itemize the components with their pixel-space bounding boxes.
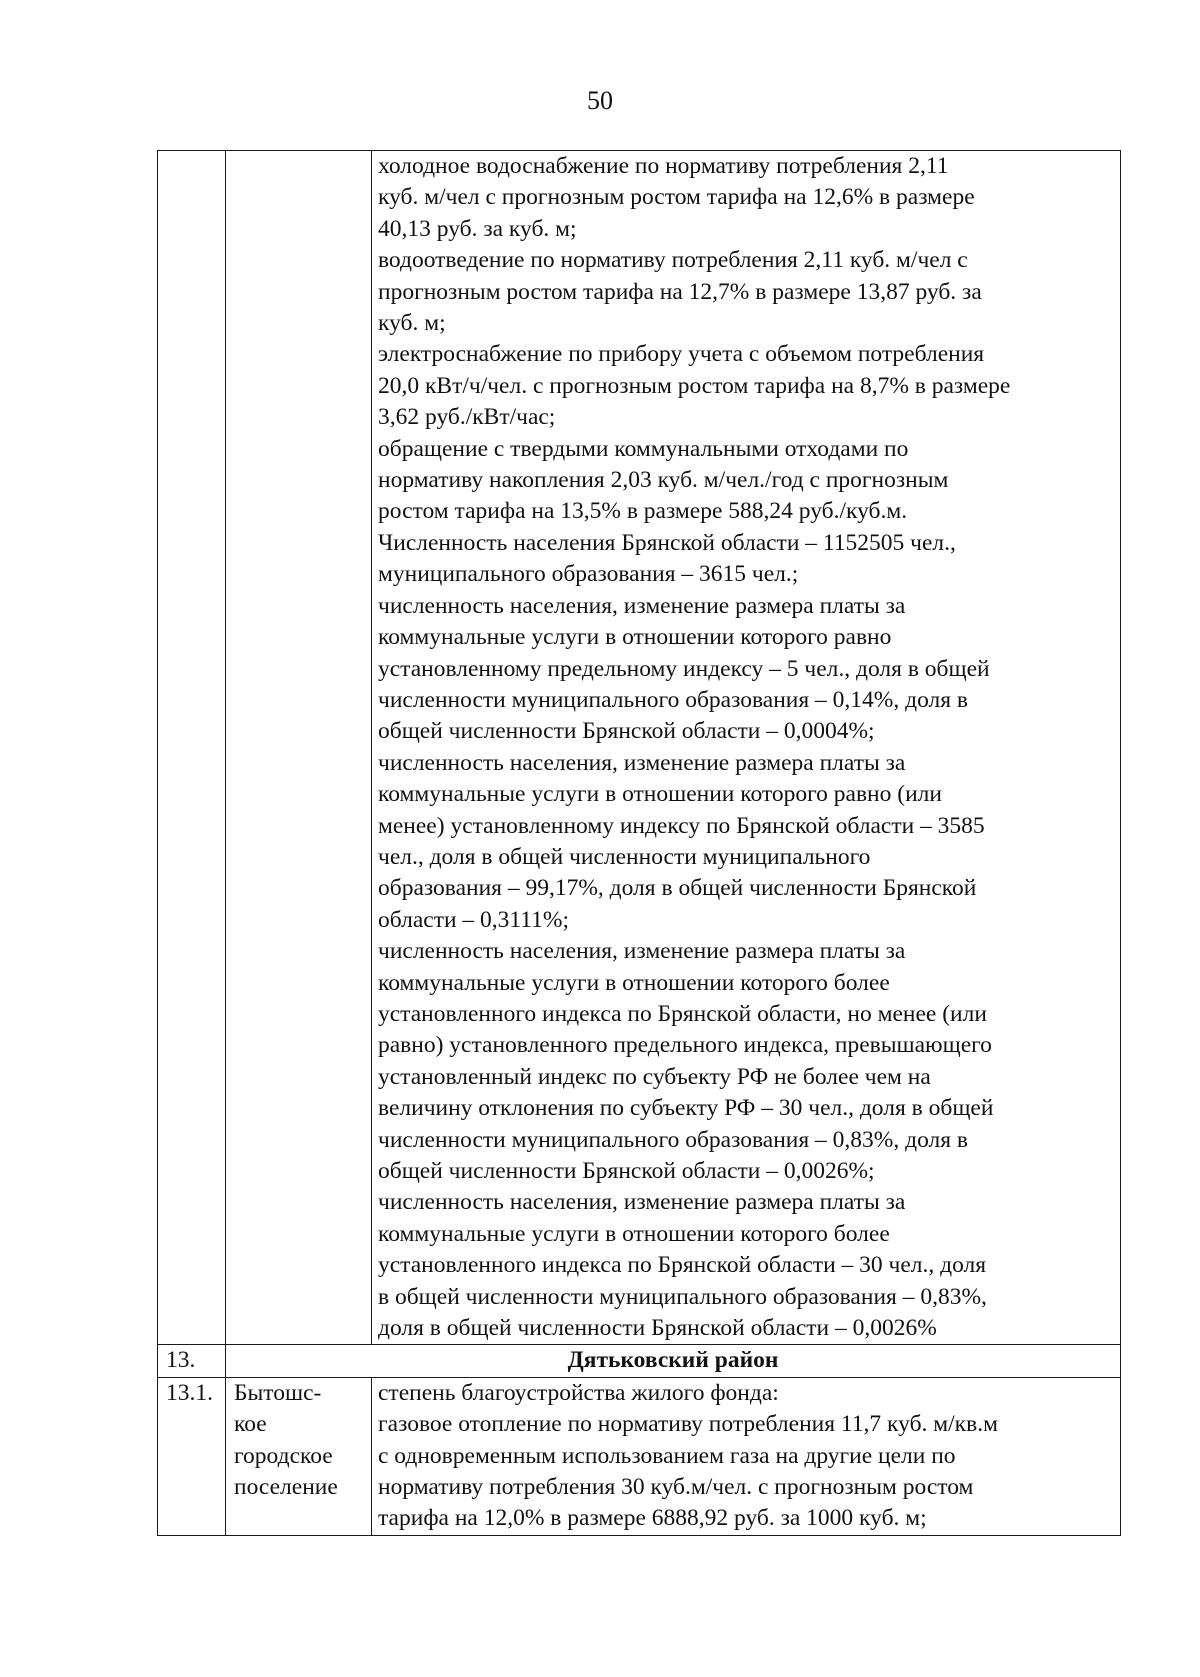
description-line: установленного индекса по Брянской области – 30 чел., доля <box>378 1252 987 1279</box>
description-line: общей численности Брянской области – 0,0026%; <box>378 1158 875 1184</box>
table-row-continued <box>158 151 1121 1345</box>
document-table <box>157 150 1121 1536</box>
description-line: нормативу потребления 30 куб.м/чел. с прогнозным ростом <box>378 1474 974 1501</box>
description-line: куб. м/чел с прогнозным ростом тарифа на 12,6% в размере <box>378 184 975 211</box>
description-line: коммунальные услуги в отношении которого более <box>378 969 890 996</box>
description-line: установленного индекса по Брянской области, но менее (или <box>378 1000 987 1027</box>
description-line: равно) установленного предельного индекса, превышающего <box>378 1032 992 1059</box>
description-line: чел., доля в общей численности муниципального <box>378 843 871 870</box>
name-line: поселение <box>234 1474 338 1501</box>
description-line: 40,13 руб. за куб. м; <box>378 215 577 242</box>
description-line: Численность населения Брянской области – 1152505 чел., <box>378 529 956 556</box>
description-line: численности муниципального образования – 0,14%, доля в <box>378 686 969 713</box>
description-line: тарифа на 12,0% в размере 6888,92 руб. за 1000 куб. м; <box>378 1505 927 1532</box>
section-number: 13. <box>158 1345 226 1377</box>
description-line: доля в общей численности Брянской области – 0,0026% <box>378 1315 937 1342</box>
description-line: 3,62 руб./кВт/час; <box>378 404 556 431</box>
description-line: обращение с твердыми коммунальными отходами по <box>378 435 909 462</box>
table-row-13-1 <box>158 1377 1121 1535</box>
description-line: 20,0 кВт/ч/чел. с прогнозным ростом тарифа на 8,7% в размере <box>378 372 1011 399</box>
description-line: коммунальные услуги в отношении которого более <box>378 1220 890 1247</box>
name-line: Бытошс- <box>234 1379 322 1406</box>
row-description <box>372 1377 1121 1535</box>
description-line: электроснабжение по прибору учета с объемом потребления <box>378 341 985 368</box>
description-line: коммунальные услуги в отношении которого равно <box>378 624 892 651</box>
cell-name-empty <box>226 151 372 1345</box>
description-line: газовое отопление по нормативу потребления 11,7 куб. м/кв.м <box>378 1411 998 1438</box>
description-line: величину отклонения по субъекту РФ – 30 чел., доля в общей <box>378 1095 994 1122</box>
description-line: водоотведение по нормативу потребления 2,11 куб. м/чел с <box>378 247 968 274</box>
description-line: коммунальные услуги в отношении которого равно (или <box>378 781 942 808</box>
description-line: численность населения, изменение размера платы за <box>378 938 906 965</box>
name-line: городское <box>234 1442 333 1469</box>
description-line: общей численности Брянской области – 0,0004%; <box>378 718 875 745</box>
description-line: численность населения, изменение размера платы за <box>378 592 906 619</box>
description-line: установленному предельному индексу – 5 чел., доля в общей <box>378 655 990 682</box>
description-line: установленный индекс по субъекту РФ не более чем на <box>378 1063 931 1090</box>
description-line: менее) установленному индексу по Брянской области – 3585 <box>378 812 985 839</box>
description-line: образования – 99,17%, доля в общей численности Брянской <box>378 875 977 902</box>
description-line: холодное водоснабжение по нормативу потребления 2,11 <box>378 153 949 179</box>
description-line: прогнозным ростом тарифа на 12,7% в размере 13,87 руб. за <box>378 278 982 305</box>
municipality-name <box>226 1377 372 1535</box>
name-line: кое <box>234 1411 267 1438</box>
section-title: Дятьковский район <box>226 1345 1121 1377</box>
description-line: ростом тарифа на 13,5% в размере 588,24 руб./куб.м. <box>378 498 908 525</box>
description-line: численность населения, изменение размера платы за <box>378 749 906 776</box>
description-line: нормативу накопления 2,03 куб. м/чел./год с прогнозным <box>378 467 949 494</box>
row-number: 13.1. <box>158 1377 226 1535</box>
description-line: степень благоустройства жилого фонда: <box>378 1379 779 1406</box>
description-line: муниципального образования – 3615 чел.; <box>378 561 799 588</box>
cell-number-empty <box>158 151 226 1345</box>
cell-description-continued <box>372 151 1121 1345</box>
description-line: с одновременным использованием газа на другие цели по <box>378 1442 956 1469</box>
table-row-section-13 <box>158 1345 1121 1377</box>
description-line: куб. м; <box>378 310 446 337</box>
description-line: численность населения, изменение размера платы за <box>378 1189 906 1216</box>
description-line: в общей численности муниципального образования – 0,83%, <box>378 1283 987 1310</box>
description-line: области – 0,3111%; <box>378 906 570 933</box>
description-line: численности муниципального образования – 0,83%, доля в <box>378 1126 969 1153</box>
page-number: 50 <box>587 86 613 115</box>
